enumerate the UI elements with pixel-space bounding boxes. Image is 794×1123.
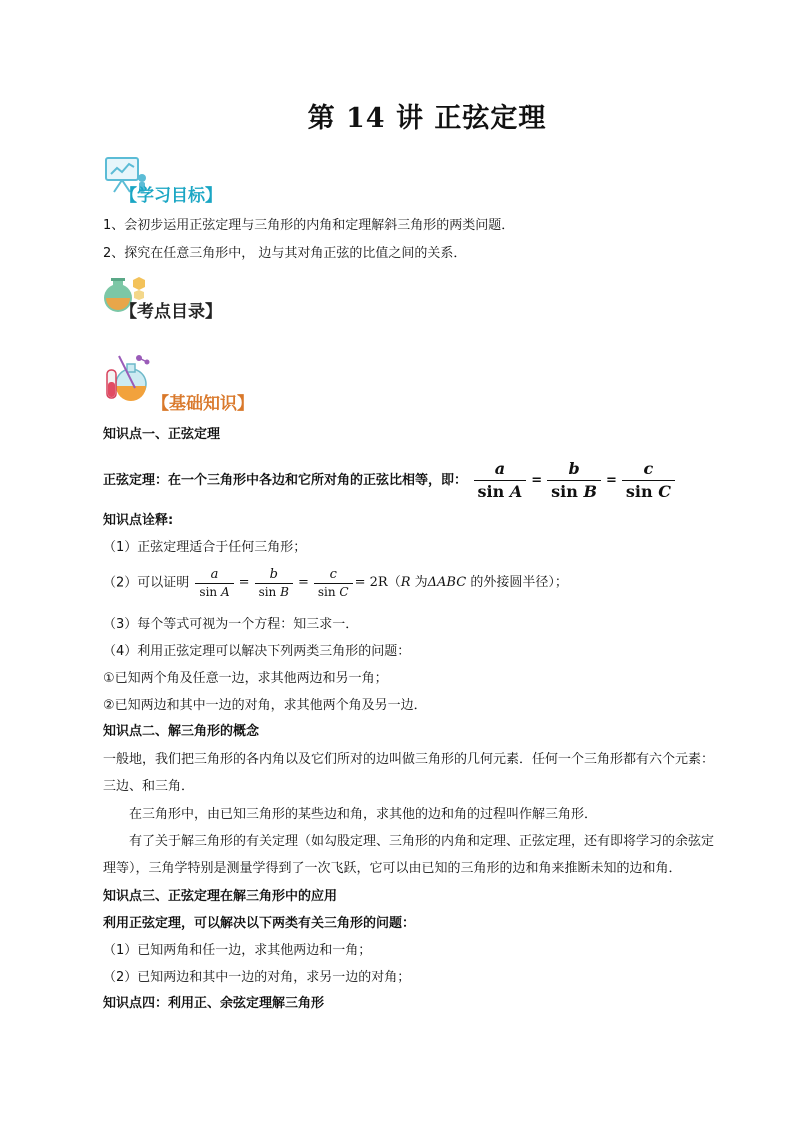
kp1-case: ①已知两个角及任意一边，求其他两边和另一角； <box>103 671 388 686</box>
kp4-heading: 知识点四：利用正、余弦定理解三角形 <box>103 996 325 1011</box>
kp1-definition: 正弦定理：在一个三角形中各边和它所对角的正弦比相等，即： $\frac{a}{\text{sin A}}$ = $\frac{b}{\text{sin B}}$ = $\frac{c}{\text{sin C}}$ <box>103 458 677 503</box>
section-title-basics: 【基础知识】 <box>152 394 254 414</box>
kp3-heading: 知识点三、正弦定理在解三角形中的应用 <box>103 889 338 904</box>
lab-beaker-icon <box>101 352 153 408</box>
kp1-item: （4）利用正弦定理可以解决下列两类三角形的问题： <box>103 644 411 659</box>
kp3-item: （1）已知两角和任一边，求其他两边和一角； <box>103 943 372 958</box>
frac-c-sinC: $\frac{c}{\text{sin C}}$ <box>622 458 675 503</box>
frac-c-sinC-small: $\frac{c}{\text{sin C}}$ <box>314 567 353 600</box>
kp1-def-text: 正弦定理：在一个三角形中各边和它所对角的正弦比相等，即： <box>103 473 468 488</box>
frac-a-sinA-small: $\frac{a}{\text{sin A}}$ <box>195 567 233 600</box>
kp2-heading: 知识点二、解三角形的概念 <box>103 724 260 739</box>
frac-b-sinB-small: $\frac{b}{\text{sin B}}$ <box>255 567 293 600</box>
kp2-paragraph: 一般地，我们把三角形的各内角以及它们所对的边叫做三角形的几何元素．任何一个三角形都有六个元素：三边、和三角． <box>103 752 715 794</box>
kp3-item: （2）已知两边和其中一边的对角，求另一边的对角； <box>103 970 411 985</box>
frac-a-sinA: $\frac{a}{\text{sin A}}$ <box>474 458 527 503</box>
kp1-item: （3）每个等式可视为一个方程：知三求一． <box>103 617 359 632</box>
kp3-intro: 利用正弦定理，可以解决以下两类有关三角形的问题： <box>103 916 416 931</box>
kp2-paragraph: 有了关于解三角形的有关定理（如勾股定理、三角形的内角和定理、正弦定理，还有即将学习的余弦定理等），三角学特别是测量学得到了一次飞跃，它可以由已知的三角形的边和角来推断未知的边和角． <box>103 834 715 876</box>
kp2-paragraph: 在三角形中，由已知三角形的某些边和角，求其他的边和角的过程叫作解三角形． <box>129 807 598 822</box>
kp1-explain-heading: 知识点诠释: <box>103 513 174 528</box>
kp1-item2: （2）可以证明 $\frac{a}{\text{sin A}}$ = $\frac{b}{\text{sin B}}$ = $\frac{c}{\text{sin C}}$ = 2R（R 为ΔABC 的外接圆半径）； <box>103 566 568 599</box>
kp1-item: （1）正弦定理适合于任何三角形； <box>103 540 307 555</box>
goal-item: 1、会初步运用正弦定理与三角形的内角和定理解斜三角形的两类问题． <box>103 218 515 233</box>
goal-item: 2、探究在任意三角形中， 边与其对角正弦的比值之间的关系． <box>103 246 467 261</box>
kp1-case: ②已知两边和其中一边的对角，求其他两个角及另一边． <box>103 698 427 713</box>
kp1-heading: 知识点一、正弦定理 <box>103 427 221 442</box>
section-title-catalog: 【考点目录】 <box>120 302 222 322</box>
page-title: 第 14 讲 正弦定理 <box>307 103 547 134</box>
frac-b-sinB: $\frac{b}{\text{sin B}}$ <box>547 458 601 503</box>
section-title-goals: 【学习目标】 <box>120 186 222 206</box>
